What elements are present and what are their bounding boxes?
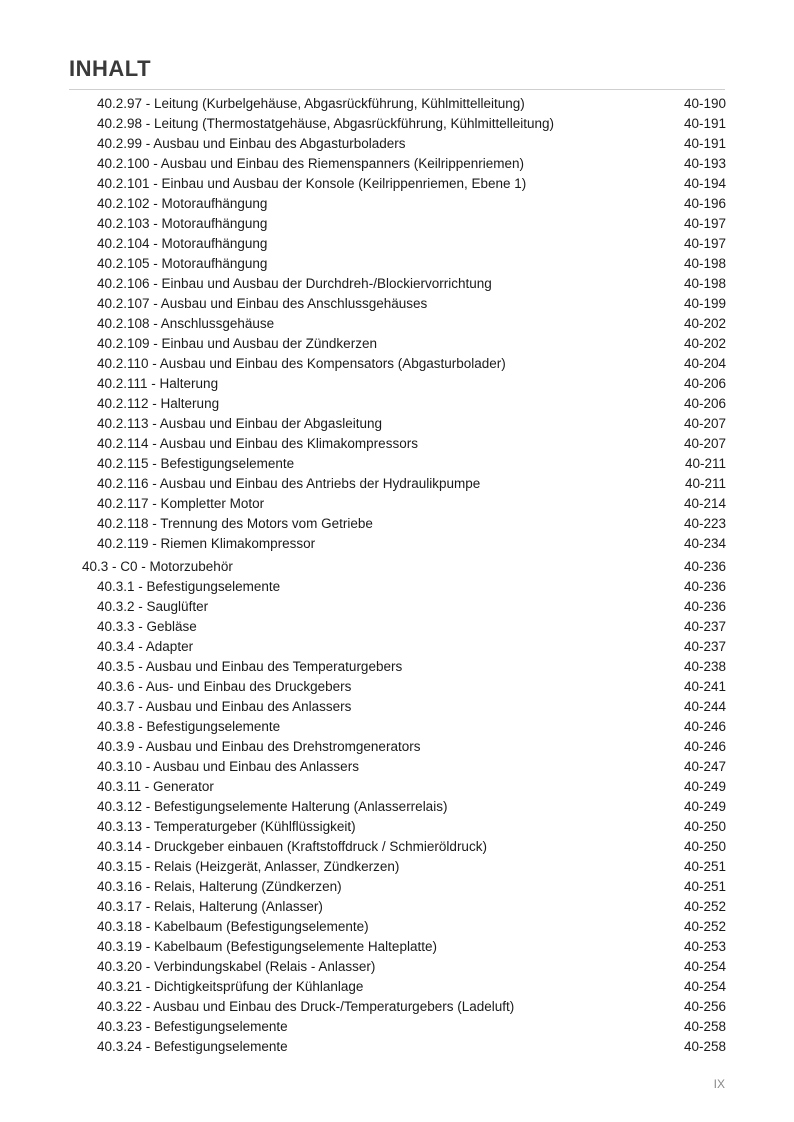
- toc-row[interactable]: [0, 977, 794, 997]
- toc-entry-title[interactable]: 40.3.8 - Befestigungselemente: [97, 719, 281, 734]
- toc-entry-page: 40-191: [683, 116, 726, 131]
- toc-entry-title[interactable]: 40.2.115 - Befestigungselemente: [97, 456, 295, 471]
- toc-entry-page: 40-252: [683, 919, 726, 934]
- toc-entry-title[interactable]: 40.3.19 - Kabelbaum (Befestigungselemente Halteplatte): [97, 939, 437, 954]
- toc-entry-page: 40-191: [683, 136, 726, 151]
- toc-entry-page: 40-250: [683, 839, 726, 854]
- toc-entry-page: 40-258: [683, 1039, 726, 1054]
- toc-entry-title[interactable]: 40.2.111 - Halterung: [97, 376, 219, 391]
- toc-entry-page: 40-197: [683, 216, 726, 231]
- toc-entry-title[interactable]: 40.3.7 - Ausbau und Einbau des Anlassers: [97, 699, 352, 714]
- toc-row[interactable]: [0, 1037, 794, 1057]
- toc-row[interactable]: [0, 154, 794, 174]
- toc-row[interactable]: [0, 414, 794, 434]
- toc-entry-page: 40-197: [683, 236, 726, 251]
- toc-entry-title[interactable]: 40.2.98 - Leitung (Thermostatgehäuse, Abgasrückführung, Kühlmittelleitung): [97, 116, 555, 131]
- toc-entry-page: 40-194: [683, 176, 726, 191]
- toc-entry-page: 40-244: [683, 699, 726, 714]
- toc-row[interactable]: [0, 697, 794, 717]
- toc-row[interactable]: [0, 937, 794, 957]
- toc-row[interactable]: [0, 134, 794, 154]
- toc-entry-page: 40-234: [683, 536, 726, 551]
- toc-row[interactable]: [0, 737, 794, 757]
- page-heading: INHALT: [69, 56, 152, 81]
- toc-entry-title[interactable]: 40.3.23 - Befestigungselemente: [97, 1019, 288, 1034]
- toc-entry-title[interactable]: 40.3.5 - Ausbau und Einbau des Temperaturgebers: [97, 659, 403, 674]
- toc-entry-title[interactable]: 40.3.14 - Druckgeber einbauen (Kraftstoffdruck / Schmieröldruck): [97, 839, 487, 854]
- toc-entry-page: 40-204: [683, 356, 726, 371]
- toc-entry-page: 40-256: [683, 999, 726, 1014]
- toc-section-row[interactable]: [0, 557, 794, 577]
- toc-entry-page: 40-238: [683, 659, 726, 674]
- toc-entry-title[interactable]: 40.3.24 - Befestigungselemente: [97, 1039, 288, 1054]
- toc-row[interactable]: [0, 817, 794, 837]
- toc-row[interactable]: [0, 1017, 794, 1037]
- toc-entry-title[interactable]: 40.2.97 - Leitung (Kurbelgehäuse, Abgasrückführung, Kühlmittelleitung): [97, 96, 525, 111]
- toc-entry-title[interactable]: 40.2.101 - Einbau und Ausbau der Konsole (Keilrippenriemen, Ebene 1): [97, 176, 527, 191]
- toc-entry-page: 40-254: [683, 979, 726, 994]
- toc-entry-page: 40-258: [683, 1019, 726, 1034]
- toc-entry-page: 40-254: [683, 959, 726, 974]
- heading-divider: [69, 89, 725, 90]
- toc-row[interactable]: [0, 474, 794, 494]
- toc-entry-title[interactable]: 40.3.9 - Ausbau und Einbau des Drehstromgenerators: [97, 739, 421, 754]
- toc-row[interactable]: [0, 857, 794, 877]
- toc-entry-page: 40-251: [683, 879, 726, 894]
- toc-entry-page: 40-246: [683, 719, 726, 734]
- toc-entry-page: 40-250: [683, 819, 726, 834]
- toc-entry-title[interactable]: 40.3.6 - Aus- und Einbau des Druckgebers: [97, 679, 352, 694]
- toc-row[interactable]: [0, 94, 794, 114]
- toc-entry-page: 40-253: [683, 939, 726, 954]
- toc-entry-page: 40-199: [683, 296, 726, 311]
- toc-entry-title[interactable]: 40.2.102 - Motoraufhängung: [97, 196, 268, 211]
- toc-entry-page: 40-237: [683, 619, 726, 634]
- toc-entry-title[interactable]: 40.3.1 - Befestigungselemente: [97, 579, 281, 594]
- toc-entry-title[interactable]: 40.2.106 - Einbau und Ausbau der Durchdreh-/Blockiervorrichtung: [97, 276, 492, 291]
- toc-row[interactable]: [0, 194, 794, 214]
- toc-row[interactable]: [0, 837, 794, 857]
- toc-entry-title[interactable]: 40.3.17 - Relais, Halterung (Anlasser): [97, 899, 323, 914]
- toc-entry-page: 40-214: [683, 496, 726, 511]
- toc-row[interactable]: [0, 534, 794, 554]
- toc-entry-title[interactable]: 40.2.109 - Einbau und Ausbau der Zündkerzen: [97, 336, 377, 351]
- toc-row[interactable]: [0, 757, 794, 777]
- toc-entry-page: 40-223: [683, 516, 726, 531]
- toc-row[interactable]: [0, 597, 794, 617]
- toc-entry-title[interactable]: 40.2.105 - Motoraufhängung: [97, 256, 268, 271]
- toc-entry-title[interactable]: 40.2.100 - Ausbau und Einbau des Riemenspanners (Keilrippenriemen): [97, 156, 525, 171]
- toc-row[interactable]: [0, 274, 794, 294]
- toc-row[interactable]: [0, 434, 794, 454]
- toc-entry-title[interactable]: 40.3.12 - Befestigungselemente Halterung (Anlasserrelais): [97, 799, 448, 814]
- toc-entry-page: 40-190: [683, 96, 726, 111]
- toc-entry-page: 40-237: [683, 639, 726, 654]
- toc-row[interactable]: [0, 214, 794, 234]
- toc-entry-page: 40-236: [683, 579, 726, 594]
- toc-entry-page: 40-202: [683, 336, 726, 351]
- toc-row[interactable]: [0, 174, 794, 194]
- toc-entry-page: 40-251: [683, 859, 726, 874]
- toc-entry-title[interactable]: 40.2.104 - Motoraufhängung: [97, 236, 268, 251]
- toc-row[interactable]: [0, 314, 794, 334]
- toc-entry-title[interactable]: 40.3.13 - Temperaturgeber (Kühlflüssigkeit): [97, 819, 356, 834]
- toc-entry-title[interactable]: 40.2.114 - Ausbau und Einbau des Klimakompressors: [97, 436, 418, 451]
- toc-entry-title[interactable]: 40.2.110 - Ausbau und Einbau des Kompensators (Abgasturbolader): [97, 356, 506, 371]
- toc-entry-title[interactable]: 40.2.112 - Halterung: [97, 396, 220, 411]
- toc-row[interactable]: [0, 717, 794, 737]
- toc-entry-page: 40-211: [684, 476, 726, 491]
- toc-entry-title[interactable]: 40.3.18 - Kabelbaum (Befestigungselemente): [97, 919, 369, 934]
- toc-entry-title[interactable]: 40.2.119 - Riemen Klimakompressor: [97, 536, 316, 551]
- toc-entry-page: 40-211: [684, 456, 726, 471]
- toc-row[interactable]: [0, 577, 794, 597]
- toc-row[interactable]: [0, 777, 794, 797]
- toc-entry-title[interactable]: 40.3.16 - Relais, Halterung (Zündkerzen): [97, 879, 342, 894]
- toc-entry-page: 40-198: [683, 276, 726, 291]
- page-number: IX: [713, 1077, 725, 1091]
- toc-row[interactable]: [0, 677, 794, 697]
- toc-entry-page: 40-206: [683, 396, 726, 411]
- toc-entry-title[interactable]: 40.2.117 - Kompletter Motor: [97, 496, 265, 511]
- toc-entry-page: 40-247: [683, 759, 726, 774]
- toc-row[interactable]: [0, 637, 794, 657]
- toc-row[interactable]: [0, 334, 794, 354]
- toc-entry-title[interactable]: 40.3.20 - Verbindungskabel (Relais - Anlasser): [97, 959, 376, 974]
- toc-entry-title[interactable]: 40.3.15 - Relais (Heizgerät, Anlasser, Zündkerzen): [97, 859, 400, 874]
- toc-row[interactable]: [0, 394, 794, 414]
- toc-row[interactable]: [0, 234, 794, 254]
- toc-row[interactable]: [0, 374, 794, 394]
- toc-entry-page: 40-249: [683, 799, 726, 814]
- toc-entry-title[interactable]: 40.3.3 - Gebläse: [97, 619, 197, 634]
- toc-entry-title[interactable]: 40.2.103 - Motoraufhängung: [97, 216, 268, 231]
- toc-entry-title[interactable]: 40.3.11 - Generator: [97, 779, 214, 794]
- toc-row[interactable]: [0, 294, 794, 314]
- toc-entry-page: 40-206: [683, 376, 726, 391]
- toc-entry-title[interactable]: 40.2.99 - Ausbau und Einbau des Abgasturboladers: [97, 136, 406, 151]
- toc-entry-page: 40-193: [683, 156, 726, 171]
- toc-entry-title[interactable]: 40.3.22 - Ausbau und Einbau des Druck-/Temperaturgebers (Ladeluft): [97, 999, 515, 1014]
- toc-entry-title[interactable]: 40.2.113 - Ausbau und Einbau der Abgasleitung: [97, 416, 382, 431]
- table-of-contents: [0, 94, 794, 1057]
- toc-entry-title[interactable]: 40.2.116 - Ausbau und Einbau des Antriebs der Hydraulikpumpe: [97, 476, 481, 491]
- toc-entry-page: 40-207: [683, 436, 726, 451]
- toc-row[interactable]: [0, 114, 794, 134]
- toc-entry-title[interactable]: 40.2.108 - Anschlussgehäuse: [97, 316, 275, 331]
- toc-row[interactable]: [0, 617, 794, 637]
- toc-entry-page: 40-252: [683, 899, 726, 914]
- toc-entry-title[interactable]: 40.3 - C0 - Motorzubehör: [82, 559, 233, 574]
- toc-entry-title[interactable]: 40.3.10 - Ausbau und Einbau des Anlassers: [97, 759, 359, 774]
- toc-entry-page: 40-196: [683, 196, 726, 211]
- toc-row[interactable]: [0, 877, 794, 897]
- toc-entry-page: 40-241: [683, 679, 726, 694]
- toc-row[interactable]: [0, 897, 794, 917]
- toc-row[interactable]: [0, 454, 794, 474]
- toc-row[interactable]: [0, 254, 794, 274]
- toc-entry-page: 40-236: [683, 559, 726, 574]
- toc-entry-title[interactable]: 40.2.118 - Trennung des Motors vom Getriebe: [97, 516, 373, 531]
- toc-entry-title[interactable]: 40.3.21 - Dichtigkeitsprüfung der Kühlanlage: [97, 979, 364, 994]
- toc-row[interactable]: [0, 354, 794, 374]
- toc-row[interactable]: [0, 957, 794, 977]
- toc-row[interactable]: [0, 797, 794, 817]
- toc-row[interactable]: [0, 494, 794, 514]
- toc-row[interactable]: [0, 997, 794, 1017]
- toc-entry-page: 40-246: [683, 739, 726, 754]
- toc-row[interactable]: [0, 657, 794, 677]
- toc-entry-page: 40-202: [683, 316, 726, 331]
- toc-entry-title[interactable]: 40.3.4 - Adapter: [97, 639, 194, 654]
- toc-row[interactable]: [0, 917, 794, 937]
- toc-entry-page: 40-198: [683, 256, 726, 271]
- toc-entry-page: 40-236: [683, 599, 726, 614]
- toc-entry-title[interactable]: 40.2.107 - Ausbau und Einbau des Anschlussgehäuses: [97, 296, 428, 311]
- toc-entry-page: 40-249: [683, 779, 726, 794]
- toc-entry-title[interactable]: 40.3.2 - Sauglüfter: [97, 599, 209, 614]
- toc-entry-page: 40-207: [683, 416, 726, 431]
- toc-row[interactable]: [0, 514, 794, 534]
